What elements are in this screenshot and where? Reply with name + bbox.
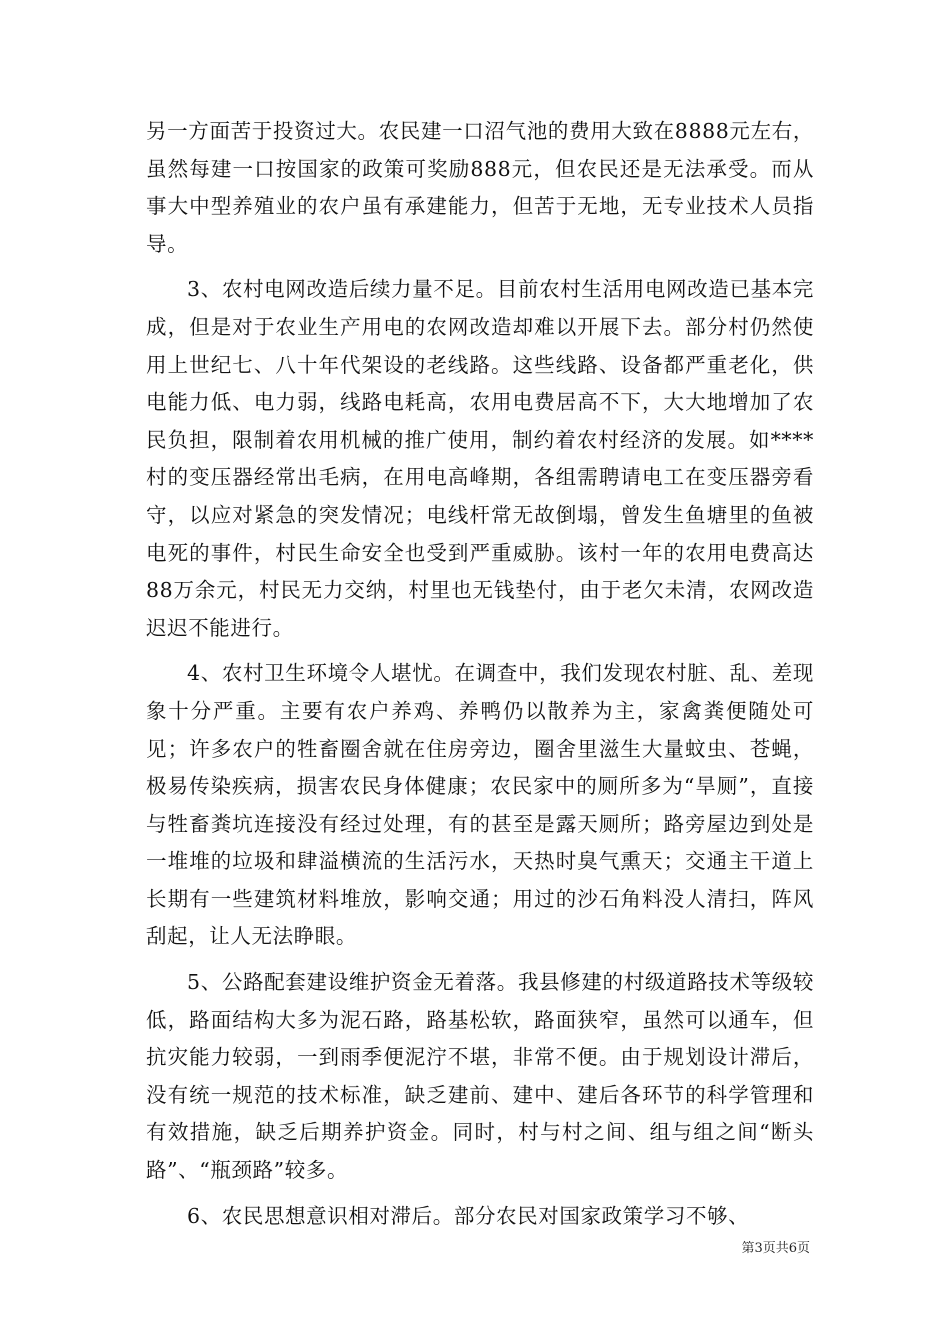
- document-body: [146, 113, 814, 1243]
- paragraph-power-grid: 3、农村电网改造后续力量不足。目前农村生活用电网改造已基本完成，但是对于农业生产用电的农网改造却难以开展下去。部分村仍然使用上世纪七、八十年代架设的老线路。这些线路、设备都严重老化，供电能力低、电力弱，线路电耗高，农用电费居高不下，大大地增加了农民负担，限制着农用机械的推广使用，制约着农村经济的发展。如****村的变压器经常出毛病，在用电高峰期，各组需聘请电工在变压器旁看守，以应对紧急的突发情况；电线杆常无故倒塌，曾发生鱼塘里的鱼被电死的事件，村民生命安全也受到严重威胁。该村一年的农用电费高达88万余元，村民无力交纳，村里也无钱垫付，由于老欠未清，农网改造迟迟不能进行。: [146, 277, 814, 640]
- paragraph-farmer-mindset: 6、农民思想意识相对滞后。部分农民对国家政策学习不够、: [187, 1203, 750, 1228]
- paragraph-continued: 另一方面苦于投资过大。农民建一口沼气池的费用大致在8888元左右，虽然每建一口按国家的政策可奖励888元，但农民还是无法承受。而从事大中型养殖业的农户虽有承建能力，但苦于无地，无专业技术人员指导。: [146, 119, 814, 256]
- page-number: 第3页共6页: [741, 1241, 810, 1256]
- paragraph-sanitation: 4、农村卫生环境令人堪忧。在调查中，我们发现农村脏、乱、差现象十分严重。主要有农户养鸡、养鸭仍以散养为主，家禽粪便随处可见；许多农户的牲畜圈舍就在住房旁边，圈舍里滋生大量蚊虫、苍蝇，极易传染疾病，损害农民身体健康；农民家中的厕所多为“旱厕”，直接与牲畜粪坑连接没有经过处理，有的甚至是露天厕所；路旁屋边到处是一堆堆的垃圾和肆溢横流的生活污水，天热时臭气熏天；交通主干道上长期有一些建筑材料堆放，影响交通；用过的沙石角料没人清扫，阵风刮起，让人无法睁眼。: [146, 661, 814, 949]
- paragraph-road-funding: 5、公路配套建设维护资金无着落。我县修建的村级道路技术等级较低，路面结构大多为泥石路，路基松软，路面狭窄，虽然可以通车，但抗灾能力较弱，一到雨季便泥泞不堪，非常不便。由于规划设计滞后，没有统一规范的技术标准，缺乏建前、建中、建后各环节的科学管理和有效措施，缺乏后期养护资金。同时，村与村之间、组与组之间“断头路”、“瓶颈路”较多。: [146, 970, 814, 1183]
